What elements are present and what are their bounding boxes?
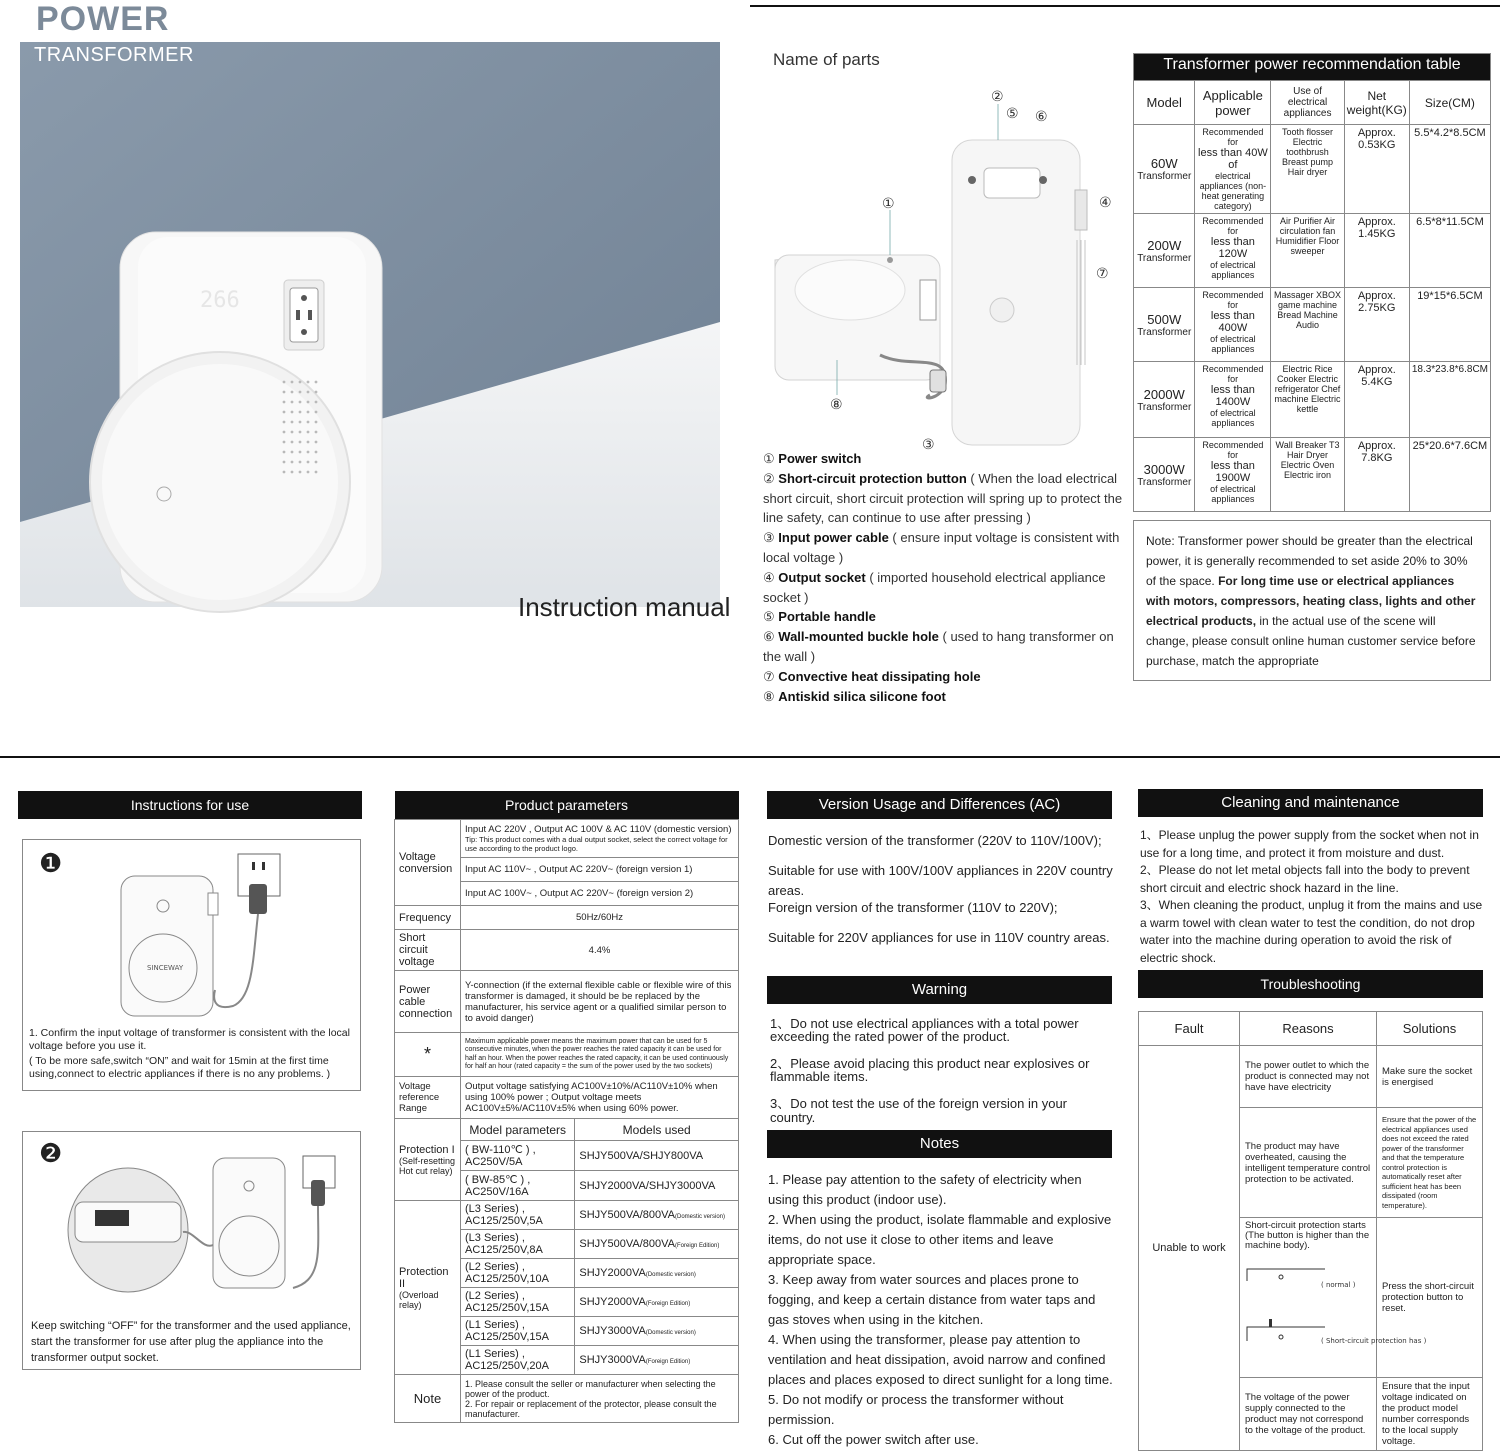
param-label-cable: Power cable connection [395, 971, 461, 1033]
rec-prefix: Recommended for [1202, 127, 1264, 147]
top-divider [750, 5, 1500, 7]
rec-note-plain: Note: Transformer power should be greater than the electrical power, it is generally recommended to set aside 20% to 30% of the space. [1146, 534, 1473, 588]
callout-1: ① [882, 196, 895, 212]
callout-2: ② [991, 89, 1004, 105]
rec-model-sub: Transformer [1137, 326, 1192, 338]
prot2-edition: (Domestic version) [645, 1272, 696, 1278]
rec-model-sub: Transformer [1137, 401, 1192, 413]
rec-model-sub: Transformer [1137, 252, 1192, 264]
rec-uses: Tooth flosser Electric toothbrush Breast pump Hair dryer [1271, 125, 1344, 214]
trouble-solution: Press the short-circuit protection button to reset. [1377, 1218, 1483, 1378]
prot2-param: (L2 Series) , AC125/250V,15A [461, 1288, 575, 1317]
prot2-edition: (Domestic version) [645, 1330, 696, 1336]
param-voltage-row: Input AC 220V , Output AC 100V & AC 110V (domestic version) [465, 824, 732, 835]
param-voltage-row: Input AC 100V~ , Output AC 220V~ (foreign version 2) [461, 882, 739, 906]
part-num: ⑦ [763, 668, 775, 684]
part-num: ④ [763, 569, 775, 585]
callout-4: ④ [1099, 195, 1112, 211]
param-note-line: 2. For repair or replacement of the protector, please consult the manufacturer. [465, 1398, 717, 1419]
step-2-number: ❷ [39, 1138, 63, 1168]
rec-note-bold: For long time use or electrical appliances with motors, compressors, heating class, lights and other electrical products, [1146, 574, 1476, 628]
notes-item: 3. Keep away from water sources and places prone to fogging, and keep a certain distance from water taps and gas stoves when using in the kitchen. [768, 1272, 1096, 1327]
step-2-text: Keep switching “OFF” for the transformer and the used appliance, start the transformer for use after plug the appliance into the transformer output socket. [31, 1320, 351, 1364]
part-item-1 [763, 449, 1123, 469]
param-label-frequency: Frequency [395, 906, 461, 930]
middle-divider [0, 756, 1500, 758]
rec-size: 6.5*8*11.5CM [1409, 214, 1490, 288]
rec-size: 18.3*23.8*6.8CM [1409, 362, 1490, 438]
param-note-line: 1. Please consult the seller or manufacturer when selecting the power of the product. [465, 1378, 716, 1399]
recommendation-table [1133, 53, 1491, 512]
manual-title: Instruction manual [518, 592, 731, 622]
param-label-prot1: Protection I [399, 1143, 455, 1156]
rec-suffix: of electrical appliances [1210, 408, 1256, 428]
rec-header-model: Model [1134, 81, 1195, 125]
parts-heading: Name of parts [773, 50, 880, 69]
prot2-model: SHJY2000VA [579, 1296, 646, 1308]
prot2-param: (L2 Series) , AC125/250V,10A [461, 1259, 575, 1288]
rec-model: 3000W [1143, 461, 1185, 477]
hero-banner [20, 42, 720, 607]
rec-prefix: Recommended for [1202, 440, 1264, 460]
part-num: ⑧ [763, 688, 775, 704]
part-item-5 [763, 607, 1123, 627]
trouble-solution: Ensure that the power of the electrical appliances used does not exceed the rated power of the transformer and that the temperature control protection is automatically reset after sufficient heat has been dissipated (room temperature). [1377, 1108, 1483, 1218]
step-2-illustration [63, 1150, 353, 1315]
step-1-note: ( To be more safe,switch “ON” and wait for 15min at the first time using,connect to electric appliances if there is no any problems. ) [29, 1055, 331, 1080]
warning-item: 1、Do not use electrical appliances with a total power exceeding the rated power of the product. [770, 1016, 1079, 1044]
trouble-header-solutions: Solutions [1377, 1012, 1483, 1046]
part-name: Wall-mounted buckle hole [778, 629, 939, 645]
trouble-reason: The product may have overheated, causing the intelligent temperature control protection to be activated. [1240, 1108, 1377, 1218]
rec-model: 500W [1147, 311, 1182, 327]
rec-prefix: Recommended for [1202, 290, 1264, 310]
rec-header-size: Size(CM) [1409, 81, 1490, 125]
rec-row [1134, 288, 1491, 362]
part-item-2 [763, 469, 1123, 528]
prot2-model: SHJY3000VA [579, 1354, 646, 1366]
rec-row [1134, 362, 1491, 438]
notes-item: 5. Do not modify or process the transformer without permission. [768, 1392, 1064, 1427]
rec-header-uses: Use of electrical appliances [1271, 81, 1344, 125]
prot1-model: SHJY2000VA/SHJY3000VA [575, 1171, 739, 1201]
cleaning-list [1140, 827, 1485, 967]
notes-item: 4. When using the transformer, please pay attention to ventilation and heat dissipation, avoid narrow and confined places and places exposed to direct sunlight for a long time. [768, 1332, 1113, 1387]
prot2-model: SHJY500VA/800VA [579, 1209, 675, 1221]
part-item-3 [763, 528, 1123, 568]
rec-weight: Approx. 0.53KG [1344, 125, 1409, 214]
part-num: ③ [763, 530, 775, 546]
prot2-param: (L3 Series) , AC125/250V,5A [461, 1201, 575, 1230]
part-name: Output socket [778, 569, 866, 585]
rec-suffix: of electrical appliances [1210, 484, 1256, 504]
rec-uses: Wall Breaker T3 Hair Dryer Electric Oven Electric iron [1271, 438, 1344, 512]
rec-weight: Approx. 7.8KG [1344, 438, 1409, 512]
instruction-step-2 [22, 1131, 361, 1370]
part-name: Short-circuit protection button [778, 470, 967, 486]
trouble-header-fault: Fault [1139, 1012, 1240, 1046]
trouble-reason: Short-circuit protection starts (The button is higher than the machine body). [1245, 1220, 1370, 1251]
part-item-4 [763, 568, 1123, 608]
notes-list [768, 1170, 1113, 1450]
short-circuit-figure [1245, 1255, 1427, 1365]
prot2-model: SHJY3000VA [579, 1325, 646, 1337]
part-num: ⑤ [763, 609, 775, 625]
parts-diagram [740, 80, 1130, 455]
rec-prefix: Recommended for [1202, 364, 1264, 384]
hero-illustration [20, 42, 720, 607]
part-desc: ( imported household electrical appliance socket ) [763, 569, 1106, 605]
step-1-number: ❶ [39, 848, 63, 878]
rec-table-title: Transformer power recommendation table [1134, 54, 1491, 81]
prot1-header-params: Model parameters [461, 1119, 575, 1141]
rec-model: 200W [1147, 237, 1182, 253]
params-title: Product parameters [395, 791, 739, 820]
param-star-value: Maximum applicable power means the maximum power that can be used for 5 consecutive minutes, when the power reaches the rated capacity it can be used for half an hour. When the power reaches the rated capacity, it can be used continuously for half an hour (rated capacity = the sum of the power used by the two sockets) [461, 1033, 739, 1077]
param-label-note: Note [395, 1375, 461, 1423]
param-voltage-row: Input AC 110V~ , Output AC 220V~ (foreign version 1) [461, 858, 739, 882]
instructions-title: Instructions for use [18, 791, 362, 819]
param-label-voltage: Voltage conversion [395, 820, 461, 906]
rec-note [1133, 520, 1491, 681]
param-label-short: Short circuit voltage [395, 930, 461, 971]
part-num: ① [763, 451, 775, 466]
warning-item: 3、Do not test the use of the foreign version in your country. [770, 1096, 1068, 1125]
part-item-8 [763, 687, 1123, 707]
step-1-text: 1. Confirm the input voltage of transformer is consistent with the local voltage before you use it. [29, 1027, 350, 1052]
instruction-step-1 [22, 839, 361, 1091]
rec-prefix: Recommended for [1202, 216, 1264, 236]
part-desc: ( ensure input voltage is consistent with local voltage ) [763, 530, 1120, 565]
part-desc: ( When the load electrical short circuit, short circuit protection will spring up to protect the line safety, can continue to use after pressing ) [763, 470, 1123, 526]
version-title: Version Usage and Differences (AC) [767, 791, 1112, 819]
rec-header-power: Applicable power [1195, 81, 1271, 125]
cleaning-item: 2、Please do not let metal objects fall into the body to prevent short circuit and electric shock hazard in the line. [1140, 863, 1470, 895]
rec-model: 2000W [1143, 386, 1185, 402]
param-voltage-tip: Tip: This product comes with a dual output socket, select the correct voltage for use according to the product logo. [465, 835, 728, 853]
prot1-param: ( BW-85℃ ) , AC250V/16A [461, 1171, 575, 1201]
product-parameters-table [394, 791, 739, 1423]
rec-suffix: of electrical appliances [1210, 334, 1256, 354]
rec-main: less than 400W [1210, 310, 1255, 334]
prot2-edition: (Foreign Edition) [675, 1243, 720, 1249]
rec-weight: Approx. 1.45KG [1344, 214, 1409, 288]
param-label-prot2: Protection II [399, 1265, 449, 1290]
part-name: Antiskid silica silicone foot [778, 688, 946, 704]
callout-7: ⑦ [1096, 266, 1109, 282]
part-num: ⑥ [763, 629, 775, 645]
prot2-param: (L3 Series) , AC125/250V,8A [461, 1230, 575, 1259]
part-desc: ( used to hang transformer on the wall ) [763, 629, 1114, 664]
rec-model: 60W [1150, 156, 1178, 171]
rec-main: less than 1900W [1210, 460, 1255, 484]
trouble-solution: Make sure the socket is energised [1377, 1046, 1483, 1108]
prot1-param: ( BW-110℃ ) , AC250V/5A [461, 1141, 575, 1171]
notes-title: Notes [767, 1130, 1112, 1158]
rec-main: less than 120W [1210, 236, 1255, 260]
callout-8: ⑧ [830, 397, 843, 413]
rec-uses: Air Purifier Air circulation fan Humidifier Floor sweeper [1271, 214, 1344, 288]
prot2-model: SHJY2000VA [579, 1267, 646, 1279]
cleaning-item: 1、Please unplug the power supply from the socket when not in use for a long time, and protect it from moisture and dust. [1140, 828, 1479, 860]
param-frequency-value: 50Hz/60Hz [461, 906, 739, 930]
cleaning-item: 3、When cleaning the product, unplug it from the mains and use a warm towel with clean water to test the condition, do not drop water into the machine during operation to avoid the risk of electric shock. [1140, 898, 1483, 965]
rec-size: 5.5*4.2*8.5CM [1409, 125, 1490, 214]
rec-model-sub: Transformer [1137, 171, 1192, 182]
version-line: Suitable for 220V appliances for use in 110V country areas. [768, 930, 1110, 945]
param-prot1-sub: (Self-resetting Hot cut relay) [399, 1155, 456, 1176]
prot2-edition: (Foreign Edition) [645, 1359, 691, 1365]
param-short-value: 4.4% [461, 930, 739, 971]
version-line: Domestic version of the transformer (220V to 110V/100V); [768, 833, 1102, 848]
prot2-param: (L1 Series) , AC125/250V,15A [461, 1317, 575, 1346]
rec-note-tail: in the actual use of the scene will change, please consult online human customer service before purchase, match the appropriate [1146, 614, 1476, 668]
part-name: Power switch [778, 451, 862, 466]
notes-item: 2. When using the product, isolate flammable and explosive items, do not use it close to other items and leave appropriate space. [768, 1212, 1112, 1267]
step-1-illustration [113, 848, 353, 1023]
callout-3: ③ [922, 437, 935, 453]
callout-6: ⑥ [1035, 109, 1048, 125]
part-item-7 [763, 667, 1123, 687]
rec-weight: Approx. 5.4KG [1344, 362, 1409, 438]
notes-item: 1. Please pay attention to the safety of electricity when using this product (indoor use). [768, 1172, 1082, 1207]
rec-row [1134, 214, 1491, 288]
part-item-6 [763, 627, 1123, 667]
version-line: Foreign version of the transformer (110V to 220V); [768, 900, 1058, 915]
cleaning-title: Cleaning and maintenance [1138, 789, 1483, 817]
step-1-device-brand: SINCEWAY [147, 964, 184, 972]
prot2-edition: (Domestic version) [675, 1214, 726, 1220]
trouble-reason: The voltage of the power supply connected to the product may not correspond to the voltage of the product. [1240, 1378, 1377, 1451]
parts-list [763, 449, 1123, 706]
param-label-star: * [395, 1033, 461, 1077]
warning-title: Warning [767, 976, 1112, 1004]
voltage-display: 266 [200, 288, 240, 313]
rec-main: less than 40W of [1198, 147, 1268, 171]
rec-main: less than 1400W [1210, 384, 1255, 408]
trouble-fault: Unable to work [1139, 1046, 1240, 1451]
rec-header-weight: Net weight(KG) [1344, 81, 1409, 125]
trouble-reason: The power outlet to which the product is connected may not have have electricity [1240, 1046, 1377, 1108]
figure-normal-label: ( normal ) [1321, 1281, 1356, 1289]
hero-subtitle: TRANSFORMER [34, 44, 194, 66]
rec-suffix: electrical appliances (non-heat generating category) [1199, 171, 1267, 211]
brand-title: POWER [36, 0, 170, 38]
part-name: Input power cable [778, 530, 889, 546]
rec-size: 19*15*6.5CM [1409, 288, 1490, 362]
rec-model-sub: Transformer [1137, 476, 1192, 488]
part-num: ② [763, 470, 775, 486]
rec-row [1134, 438, 1491, 512]
param-reference-value: Output voltage satisfying AC100V±10%/AC110V±10% when using 100% power ; Output voltage meets AC100V±5%/AC110V±5% when using 60% power. [461, 1077, 739, 1119]
part-name: Portable handle [778, 609, 876, 625]
warning-item: 2、Please avoid placing this product near explosives or flammable items. [770, 1056, 1090, 1084]
rec-weight: Approx. 2.75KG [1344, 288, 1409, 362]
rec-size: 25*20.6*7.6CM [1409, 438, 1490, 512]
rec-uses: Electric Rice Cooker Electric refrigerator Chef machine Electric kettle [1271, 362, 1344, 438]
prot1-model: SHJY500VA/SHJY800VA [575, 1141, 739, 1171]
figure-short-label: ( Short-circuit protection has ) [1321, 1337, 1427, 1345]
rec-uses: Massager XBOX game machine Bread Machine Audio [1271, 288, 1344, 362]
prot2-edition: (Foreign Edition) [645, 1301, 691, 1307]
rec-row [1134, 125, 1491, 214]
prot1-header-models: Models used [575, 1119, 739, 1141]
troubleshooting-table [1138, 1011, 1483, 1451]
troubleshooting-title: Troubleshooting [1138, 970, 1483, 998]
prot2-model: SHJY500VA/800VA [579, 1238, 675, 1250]
notes-item: 6. Cut off the power switch after use. [768, 1432, 979, 1447]
version-line: Suitable for use with 100V/100V appliances in 220V country areas. [768, 863, 1113, 898]
callout-5: ⑤ [1006, 106, 1019, 122]
param-label-reference: Voltage reference Range [395, 1077, 461, 1119]
trouble-header-reasons: Reasons [1240, 1012, 1377, 1046]
prot2-param: (L1 Series) , AC125/250V,20A [461, 1346, 575, 1375]
trouble-solution: Ensure that the input voltage indicated on the product model number corresponds to the local supply voltage. [1377, 1378, 1483, 1451]
part-name: Convective heat dissipating hole [778, 668, 981, 684]
param-prot2-sub: (Overload relay) [399, 1289, 439, 1310]
rec-suffix: of electrical appliances [1210, 260, 1256, 280]
param-cable-value: Y-connection (if the external flexible cable or flexible wire of this transformer is damaged, it should be be replaced by the manufacturer, his service agent or a qualified similar person to to avoid danger) [461, 971, 739, 1033]
